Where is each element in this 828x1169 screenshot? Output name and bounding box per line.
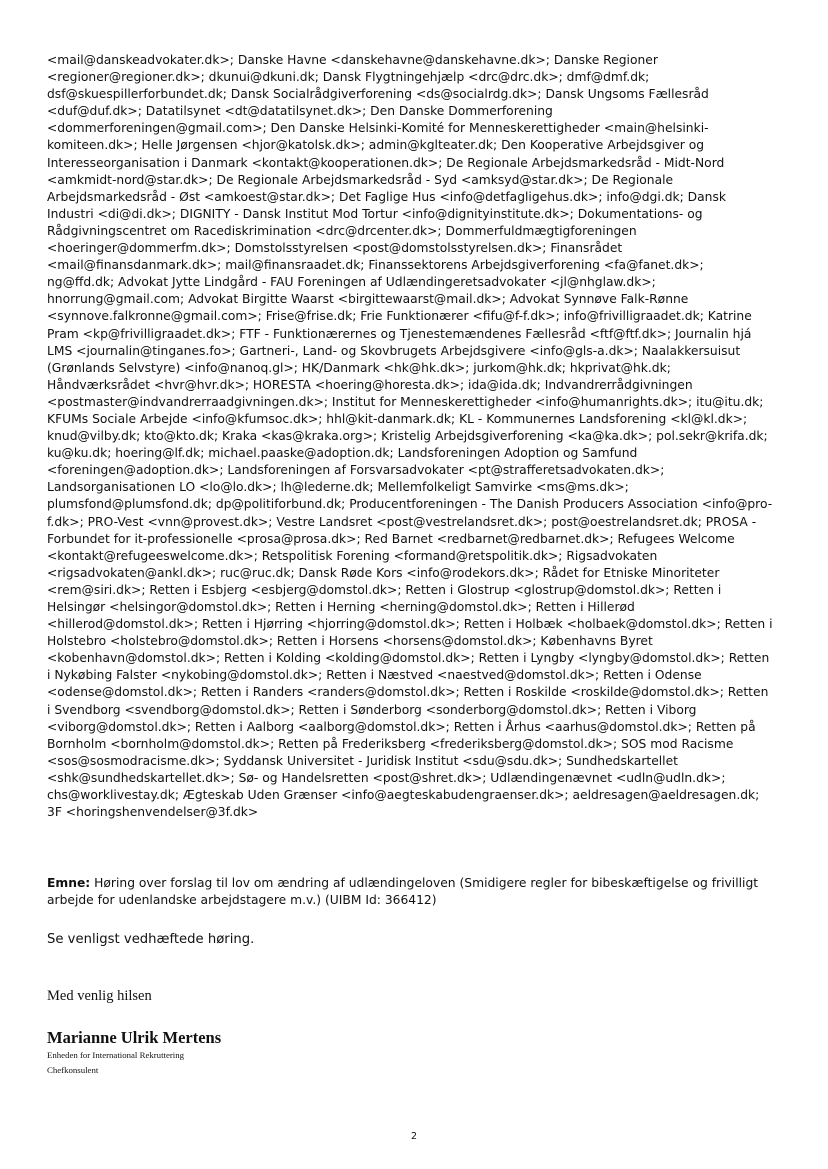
- signature-unit: Enheden for International Rekruttering: [47, 1050, 185, 1060]
- recipient-list: [47, 52, 773, 821]
- closing-greeting: Med venlig hilsen: [47, 988, 152, 1004]
- email-subject: [47, 875, 773, 910]
- signature-name: Marianne Ulrik Mertens: [47, 1028, 222, 1047]
- attachment-note: Se venligst vedhæftede høring.: [47, 932, 255, 947]
- recipient-list-text: <mail@danskeadvokater.dk>; Danske Havne <danskehavne@danskehavne.dk>; Danske Regioner <regioner@regioner.dk>; dkunui@dkuni.dk; Dansk Flygtningehjælp <drc@drc.dk>; dmf@dmf.dk; dsf@skuespillerforbundet.dk; Dansk Socialrådgiverforening <ds@socialrdg.dk>; Dansk Ungsoms Fællesråd <duf@duf.dk>; Datatilsynet <dt@datatilsynet.dk>; Den Danske Dommerforening <dommerforeningen@gmail.com>; Den Danske Helsinki-Komité for Menneskerettigheder <main@helsinki-komiteen.dk>; Helle Jørgensen <hjor@katolsk.dk>; admin@kglteater.dk; Den Kooperative Arbejdsgiver og Interesseorganisation i Danmark <kontakt@kooperationen.dk>; De Regionale Arbejdsmarkedsråd - Midt-Nord <amkmidt-nord@star.dk>; De Regionale Arbejdsmarkedsråd - Syd <amksyd@star.dk>; De Regionale Arbejdsmarkedsråd - Øst <amkoest@star.dk>; Det Faglige Hus <info@detfagligehus.dk>; info@dgi.dk; Dansk Industri <di@di.dk>; DIGNITY - Dansk Institut Mod Tortur <info@dignityinstitute.dk>; Dokumentations- og Rådgivningscentret om Racediskrimination <drc@drcenter.dk>; Dommerfuldmægtigforeningen <hoeringer@dommerfm.dk>; Domstolsstyrelsen <post@domstolsstyrelsen.dk>; Finansrådet <mail@finansdanmark.dk>; mail@finansraadet.dk; Finanssektorens Arbejdsgiverforening <fa@fanet.dk>; ng@ffd.dk; Advokat Jytte Lindgård - FAU Foreningen af Udlændingeretsadvokater <jl@nhglaw.dk>; hnorrung@gmail.com; Advokat Birgitte Waarst <birgittewaarst@mail.dk>; Advokat Synnøve Falk-Rønne <synnove.falkronne@gmail.com>; Frise@frise.dk; Frie Funktionærer <fifu@f-f.dk>; info@frivilligraadet.dk; Katrine Pram <kp@frivilligraadet.dk>; FTF - Funktionærernes og Tjenestemændenes Fællesråd <ftf@ftf.dk>; Journalin hjá LMS <journalin@tinganes.fo>; Gartneri-, Land- og Skovbrugets Arbejdsgivere <info@gls-a.dk>; Naalakkersuisut (Grønlands Selvstyre) <info@nanoq.gl>; HK/Danmark <hk@hk.dk>; jurkom@hk.dk; hkprivat@hk.dk; Håndværksrådet <hvr@hvr.dk>; HORESTA <hoering@horesta.dk>; ida@ida.dk; Indvandrerrådgivningen <postmaster@indvandrerraadgivningen.dk>; Institut for Menneskerettigheder <info@humanrights.dk>; itu@itu.dk; KFUMs Sociale Arbejde <info@kfumsoc.dk>; hhl@kit-danmark.dk; KL - Kommunernes Landsforening <kl@kl.dk>; knud@vilby.dk; kto@kto.dk; Kraka <kas@kraka.org>; Kristelig Arbejdsgiverforening <ka@ka.dk>; pol.sekr@krifa.dk; ku@ku.dk; hoering@lf.dk; michael.paaske@adoption.dk; Landsforeningen Adoption og Samfund <foreningen@adoption.dk>; Landsforeningen af Forsvarsadvokater <pt@strafferetsadvokaten.dk>; Landsorganisationen LO <lo@lo.dk>; lh@lederne.dk; Mellemfolkeligt Samvirke <ms@ms.dk>; plumsfond@plumsfond.dk; dp@politiforbund.dk; Producentforeningen - The Danish Producers Association <info@pro-f.dk>; PRO-Vest <vnn@provest.dk>; Vestre Landsret <post@vestrelandsret.dk>; post@oestrelandsret.dk; PROSA - Forbundet for it-professionelle <prosa@prosa.dk>; Red Barnet <redbarnet@redbarnet.dk>; Refugees Welcome <kontakt@refugeeswelcome.dk>; Retspolitisk Forening <formand@retspolitik.dk>; Rigsadvokaten <rigsadvokaten@ankl.dk>; ruc@ruc.dk; Dansk Røde Kors <info@rodekors.dk>; Rådet for Etniske Minoriteter <rem@siri.dk>; Retten i Esbjerg <esbjerg@domstol.dk>; Retten i Glostrup <glostrup@domstol.dk>; Retten i Helsingør <helsingor@domstol.dk>; Retten i Herning <herning@domstol.dk>; Retten i Hillerød <hillerod@domstol.dk>; Retten i Hjørring <hjorring@domstol.dk>; Retten i Holbæk <holbaek@domstol.dk>; Retten i Holstebro <holstebro@domstol.dk>; Retten i Horsens <horsens@domstol.dk>; Københavns Byret <kobenhavn@domstol.dk>; Retten i Kolding <kolding@domstol.dk>; Retten i Lyngby <lyngby@domstol.dk>; Retten i Nykøbing Falster <nykobing@domstol.dk>; Retten i Næstved <naestved@domstol.dk>; Retten i Odense <odense@domstol.dk>; Retten i Randers <randers@domstol.dk>; Retten i Roskilde <roskilde@domstol.dk>; Retten i Svendborg <svendborg@domstol.dk>; Retten i Sønderborg <sonderborg@domstol.dk>; Retten i Viborg <viborg@domstol.dk>; Retten i Aalborg <aalborg@domstol.dk>; Retten i Århus <aarhus@domstol.dk>; Retten på Bornholm <bornholm@domstol.dk>; Retten på Frederiksberg <frederiksberg@domstol.dk>; SOS mod Racisme <sos@sosmodracisme.dk>; Syddansk Universitet - Juridisk Institut <sdu@sdu.dk>; Sundhedskartellet <shk@sundhedskartellet.dk>; Sø- og Handelsretten <post@shret.dk>; Udlændingenævnet <udln@udln.dk>; chs@worklivestay.dk; Ægteskab Uden Grænser <info@aegteskabudengraenser.dk>; aeldresagen@aeldresagen.dk; 3F <horingshenvendelser@3f.dk>: [47, 53, 773, 820]
- signature-title: Chefkonsulent: [47, 1065, 99, 1075]
- page-number: 2: [410, 1131, 418, 1142]
- subject-text: Høring over forslag til lov om ændring af udlændingeloven (Smidigere regler for bibeskæftigelse og frivilligt arbejde for udenlandske arbejdstagere m.v.) (UIBM Id: 366412): [47, 876, 759, 908]
- subject-label: Emne:: [47, 876, 91, 890]
